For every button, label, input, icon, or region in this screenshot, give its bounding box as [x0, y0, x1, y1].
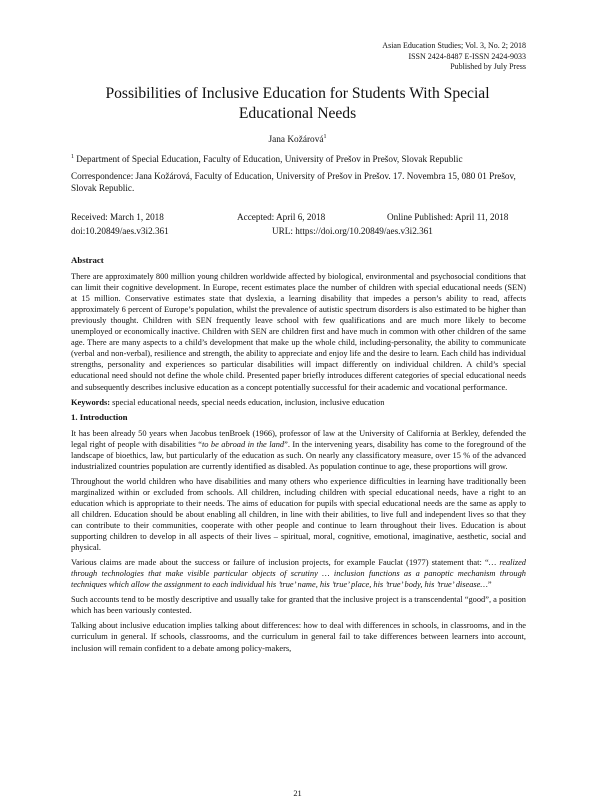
published-date: Online Published: April 11, 2018 — [387, 212, 509, 222]
intro-paragraph-4: Such accounts tend to be mostly descriptive and usually take for granted that the inclusive project is a transcendental “good”, a position which has been variously contested. — [71, 595, 526, 616]
affiliation-superscript: 1 — [71, 154, 74, 160]
paper-title — [60, 84, 535, 124]
issn: ISSN 2424-8487 E-ISSN 2424-9033 — [408, 51, 526, 61]
abstract-text: There are approximately 800 million young children worldwide affected by biological, environmental and psychosocial conditions that can limit their cognitive development. In Europe, recent estimates place the number of children with special educational needs (SEN) at 15 million. Conservative estimates state that dyslexia, a learning disability that impedes a person’s ability to read, affects approximately 6 percent of Europe’s population, whilst the prevalence of autistic spectrum disorders is also estimated to be higher than previously thought. Children with SEN frequently leave school with few qualifications and are much more likely to become unemployed or economically inactive. Children with SEN are children first and have much in common with other children of the same age. There are many aspects to a child’s development that make up the whole child, including-personality, the ability to communicate (verbal and non-verbal), resilience and strength, the ability to appreciate and enjoy life and the desire to learn. Each child has individual strengths, personality and experiences so particular disabilities will impact differently on individual children. A child’s special educational need should not define the whole child. Presented paper briefly introduces different categories of special educational needs and subsequently describes inclusive education as a concept potentially successful for their academic and vocational performance. — [71, 272, 526, 392]
intro-paragraph-5: Talking about inclusive education implies talking about differences: how to deal with differences in schools, in classrooms, and in the curriculum in general. If schools, classrooms, and the curriculum in general fail to take differences between learners into account, inclusion will remain confident to a debate among policy-makers, — [71, 621, 526, 653]
p3-text-a: Various claims are made about the success or failure of inclusion projects, for example Fauclat (1977) statement that: “ — [71, 558, 489, 568]
journal-name: Asian Education Studies; Vol. 3, No. 2; 2018 — [382, 41, 526, 50]
intro-paragraph-2: Throughout the world children who have disabilities and many others who experience difficulties in learning have traditionally been marginalized within or excluded from schools. All children, including children with special educational needs, have a right to an education which is appropriate to their needs. The aims of education for pupils with special educational needs are the same as apply to all children. Education should be about enabling all children, in line with their abilities, to live full and independent lives so that they can contribute to their communities, cooperate with other people and continue to learn throughout their lives. Education is about supporting children to develop in all aspects of their lives – spiritual, moral, cognitive, emotional, imaginative, aesthetic, social and physical. — [71, 476, 526, 553]
keywords — [71, 397, 526, 408]
p3-italic: … realized through technologies that make visible particular objects of scrutiny … inclusion functions as a panoptic mechanism through techniques which allow the assignment to each individual his ’true’ name, his ’true’ place, his ’true’ body, his ’true’ disease… — [71, 558, 526, 590]
title-line-1: Possibilities of Inclusive Education for Students With Special — [105, 85, 490, 102]
intro-paragraph-1 — [71, 428, 526, 472]
doi-url: URL: https://doi.org/10.20849/aes.v3i2.361 — [272, 226, 433, 236]
abstract-heading: Abstract — [71, 255, 104, 265]
intro-paragraph-3 — [71, 557, 526, 590]
keywords-text: special educational needs, special needs education, inclusion, inclusive education — [110, 397, 385, 407]
received-date: Received: March 1, 2018 — [71, 212, 164, 222]
author — [0, 134, 595, 145]
p1-text-a: It has been already 50 years when Jacobus tenBroek (1966), professor of law at the University of California at Berkley, defended the legal right of people with disabilities “ — [71, 428, 526, 449]
affiliation — [71, 151, 531, 165]
introduction-heading: 1. Introduction — [71, 411, 128, 422]
p1-italic: to be abroad in the land — [201, 439, 285, 449]
doi: doi:10.20849/aes.v3i2.361 — [71, 226, 169, 236]
p1-text-b: ”. In the intervening years, disability has come to the foreground of the landscape of bioethics, law, but particularly of the education as such. On nearly any classificatory measure, over 15 % of the advanced industrialized countries population are currently identified as disabled. As population continue to age, these proportions will grow. — [71, 439, 526, 471]
title-line-2: Educational Needs — [238, 105, 357, 122]
paper-body — [71, 255, 526, 658]
affiliation-text: Department of Special Education, Faculty of Education, University of Prešov in Prešov, Slovak Republic — [76, 154, 463, 165]
correspondence: Correspondence: Jana Kožárová, Faculty of Education, University of Prešov in Prešov. 17. Novembra 15, 080 01 Prešov, Slovak Republic. — [71, 171, 516, 193]
publication-dates — [71, 211, 526, 239]
p3-text-b: ” — [487, 580, 492, 590]
keywords-label: Keywords: — [71, 397, 111, 407]
author-superscript: 1 — [323, 134, 327, 140]
publisher: Published by July Press — [450, 62, 526, 71]
journal-header — [382, 41, 526, 73]
page-number: 21 — [293, 789, 302, 798]
accepted-date: Accepted: April 6, 2018 — [237, 212, 326, 222]
author-name: Jana Kožárová — [268, 135, 324, 146]
